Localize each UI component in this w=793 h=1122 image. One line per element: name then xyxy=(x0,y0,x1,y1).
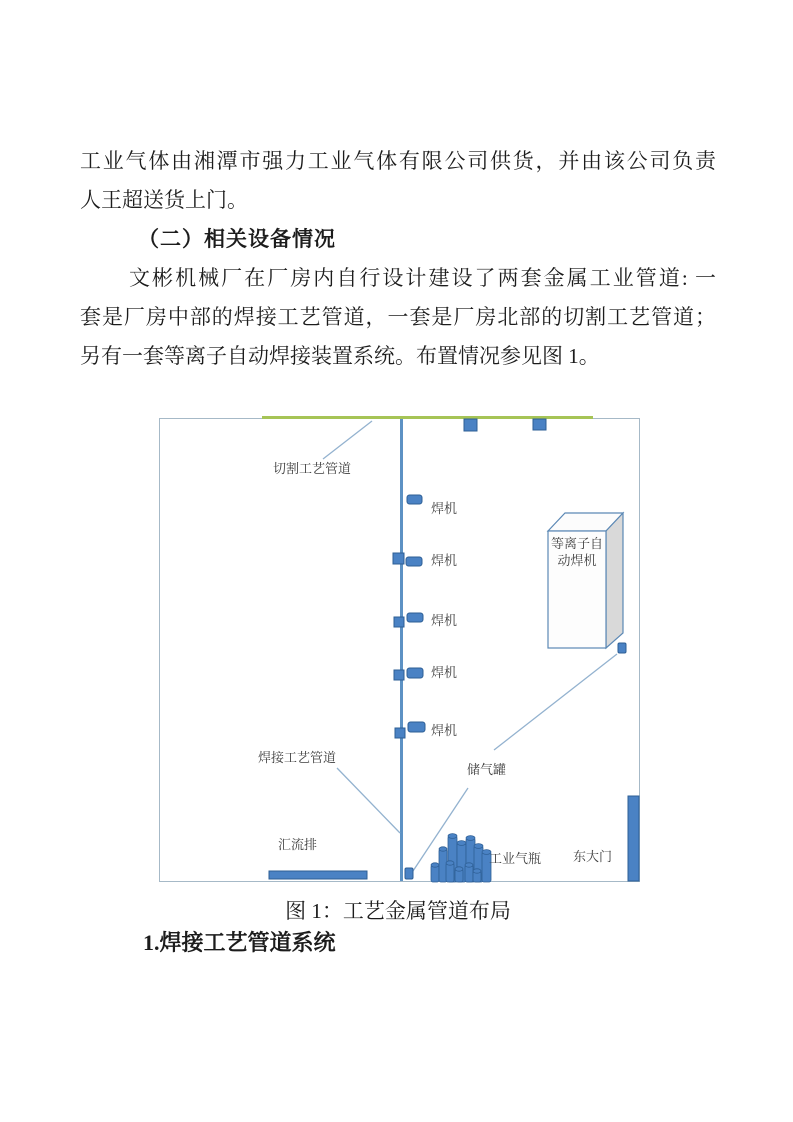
figure-plant-layout xyxy=(159,418,640,882)
welder-3-tap xyxy=(394,617,404,627)
gas-tank-label: 储气罐 xyxy=(467,762,507,777)
gas-tank-unit xyxy=(405,868,413,879)
welder-4-body xyxy=(407,668,423,678)
east-gate-label: 东大门 xyxy=(573,849,613,864)
manifold-bar xyxy=(269,871,367,879)
east-gate-bar xyxy=(628,796,639,881)
welder-1-label: 焊机 xyxy=(431,501,458,516)
welding-pipeline-leader-line xyxy=(337,768,400,833)
welder-4-label: 焊机 xyxy=(431,665,458,680)
paragraph2-line1: 文彬机械厂在厂房内自行设计建设了两套金属工业管道: 一 xyxy=(129,266,716,290)
plasma-welder-label: 等离子自动焊机 xyxy=(550,536,603,568)
gas-cylinder xyxy=(465,863,473,882)
sub-heading: 1.焊接工艺管道系统 xyxy=(143,930,336,955)
section-heading: （二）相关设备情况 xyxy=(138,227,336,251)
gas-cylinder xyxy=(473,869,481,882)
welder-5-body xyxy=(408,722,425,732)
north-wall-outlet-2 xyxy=(533,419,546,430)
welder-5-label: 焊机 xyxy=(431,723,458,738)
cutting-pipeline-label: 切割工艺管道 xyxy=(273,461,352,476)
welder-3-body xyxy=(407,613,423,622)
gas-cylinder xyxy=(431,863,439,882)
welding-pipeline-label: 焊接工艺管道 xyxy=(258,750,337,765)
plasma-box-side-face xyxy=(606,513,623,648)
manifold-label: 汇流排 xyxy=(278,837,318,852)
welder-4-tap xyxy=(394,670,404,680)
welder-2-label: 焊机 xyxy=(431,553,458,568)
welder-3-label: 焊机 xyxy=(431,613,458,628)
plasma-box-corner-unit xyxy=(618,643,626,653)
welder-5-tap xyxy=(395,728,405,738)
cutting-pipeline-leader-line xyxy=(323,421,372,459)
gas-cylinder xyxy=(446,861,454,882)
gas-tank-upper-leader-line xyxy=(494,654,617,750)
paragraph2-line2: 套是厂房中部的焊接工艺管道，一套是厂房北部的切割工艺管道； xyxy=(80,305,716,329)
paragraph1-line2: 人王超送货上门。 xyxy=(80,188,248,212)
body-text xyxy=(80,142,716,376)
paragraph2-line3: 另有一套等离子自动焊接装置系统。布置情况参见图 1。 xyxy=(80,344,600,368)
figure-caption: 图 1：工艺金属管道布局 xyxy=(285,899,511,923)
layout-diagram-svg xyxy=(160,419,641,883)
paragraph1-line1: 工业气体由湘潭市强力工业气体有限公司供货，并由该公司负责 xyxy=(80,149,716,173)
plasma-welder-box xyxy=(548,513,623,648)
industrial-cylinders-label: 工业气瓶 xyxy=(489,851,542,866)
north-wall-outlet-1 xyxy=(464,419,477,431)
gas-cylinder xyxy=(455,867,463,882)
welder-2-tap xyxy=(393,553,404,564)
gas-cylinders-cluster xyxy=(431,834,491,882)
welder-2-body xyxy=(406,557,422,566)
welder-1-body xyxy=(407,495,422,504)
